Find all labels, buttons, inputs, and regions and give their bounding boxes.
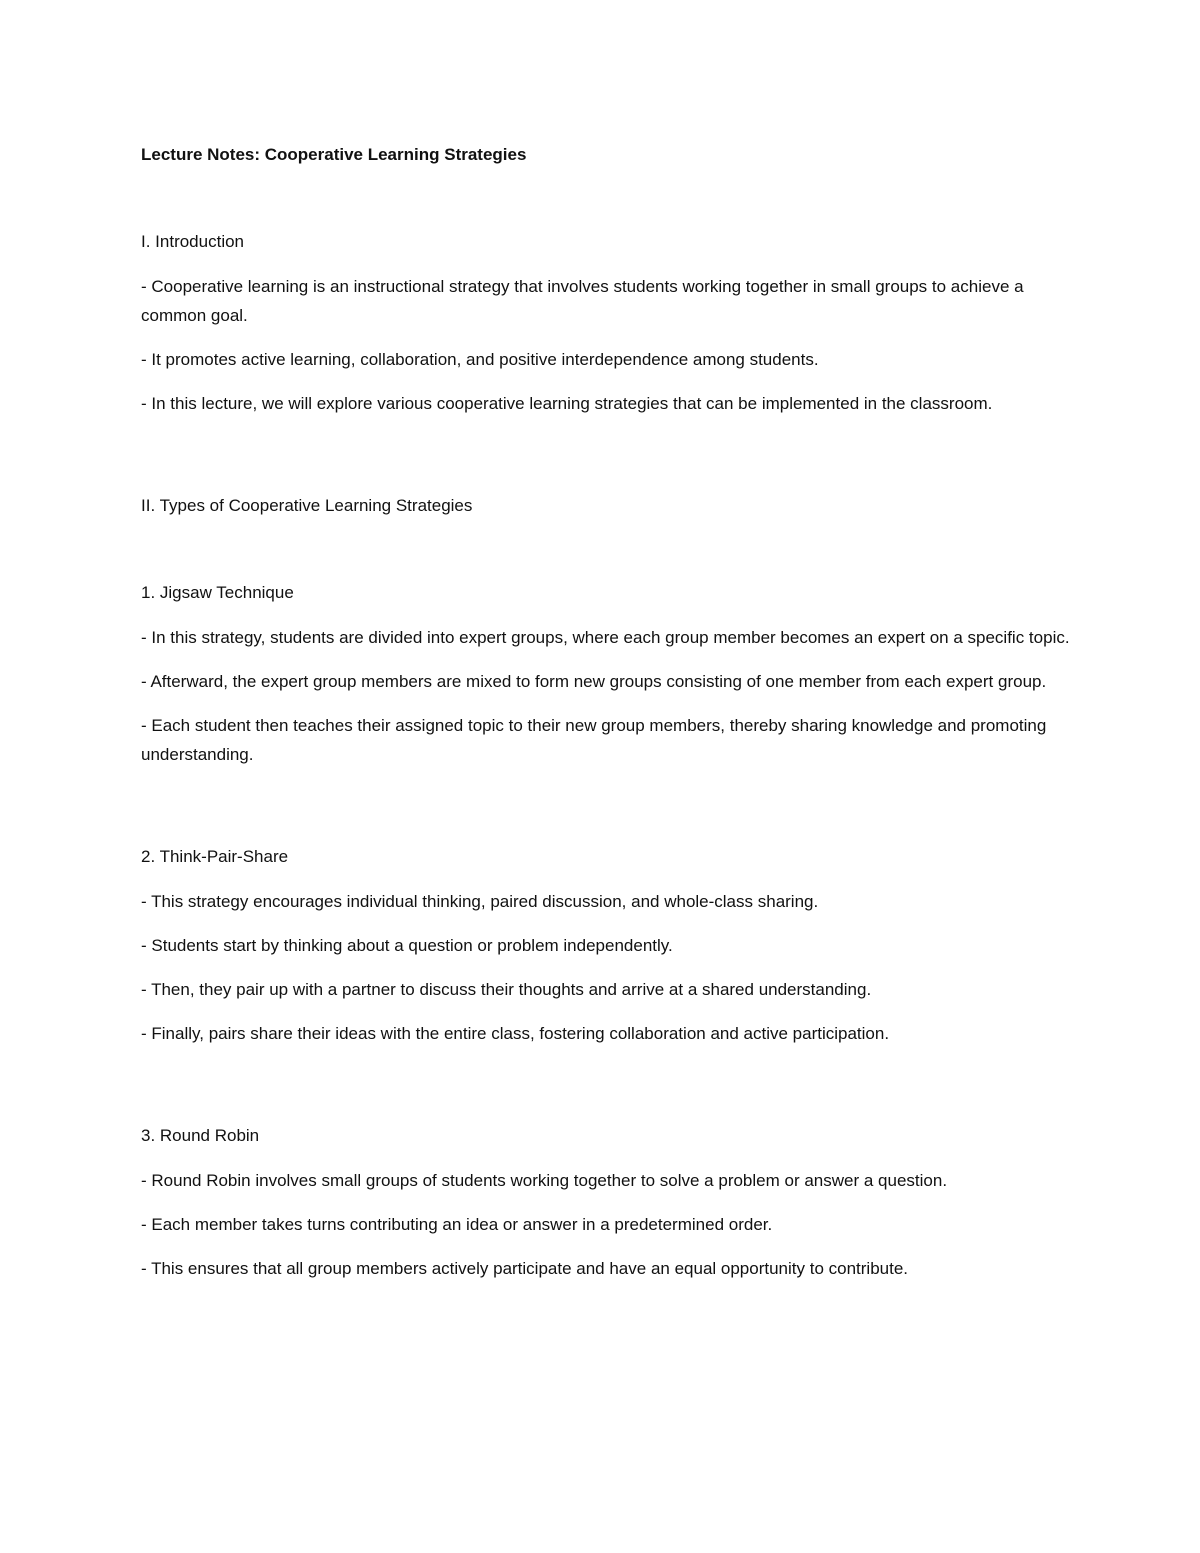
list-item: - Students start by thinking about a question or problem independently. (141, 936, 673, 955)
list-item: - This ensures that all group members actively participate and have an equal opportunity to contribute. (141, 1259, 909, 1278)
strategy-heading-round-robin: 3. Round Robin (141, 1126, 260, 1145)
list-item: - Afterward, the expert group members are mixed to form new groups consisting of one member from each expert group. (141, 672, 1047, 691)
section-heading-types: II. Types of Cooperative Learning Strategies (141, 496, 473, 515)
list-item: - In this strategy, students are divided into expert groups, where each group member becomes an expert on a specific topic. (141, 628, 1070, 647)
list-item: - This strategy encourages individual thinking, paired discussion, and whole-class sharing. (141, 892, 819, 911)
list-item: - Then, they pair up with a partner to discuss their thoughts and arrive at a shared understanding. (141, 980, 872, 999)
strategy-heading-jigsaw: 1. Jigsaw Technique (141, 583, 294, 602)
document-title: Lecture Notes: Cooperative Learning Strategies (141, 145, 527, 164)
list-item: - Finally, pairs share their ideas with the entire class, fostering collaboration and active participation. (141, 1024, 890, 1043)
section-heading-introduction: I. Introduction (141, 232, 245, 251)
list-item: - It promotes active learning, collaboration, and positive interdependence among students. (141, 350, 819, 369)
list-item: - Round Robin involves small groups of students working together to solve a problem or answer a question. (141, 1171, 948, 1190)
strategy-heading-think-pair-share: 2. Think-Pair-Share (141, 847, 289, 866)
list-item: - Cooperative learning is an instructional strategy that involves students working together in small groups to achieve a common goal. (141, 277, 1024, 325)
list-item: - Each student then teaches their assigned topic to their new group members, thereby sharing knowledge and promoting understanding. (141, 716, 1047, 764)
document-body (141, 140, 1071, 1298)
list-item: - In this lecture, we will explore various cooperative learning strategies that can be implemented in the classroom. (141, 394, 993, 413)
list-item: - Each member takes turns contributing an idea or answer in a predetermined order. (141, 1215, 773, 1234)
